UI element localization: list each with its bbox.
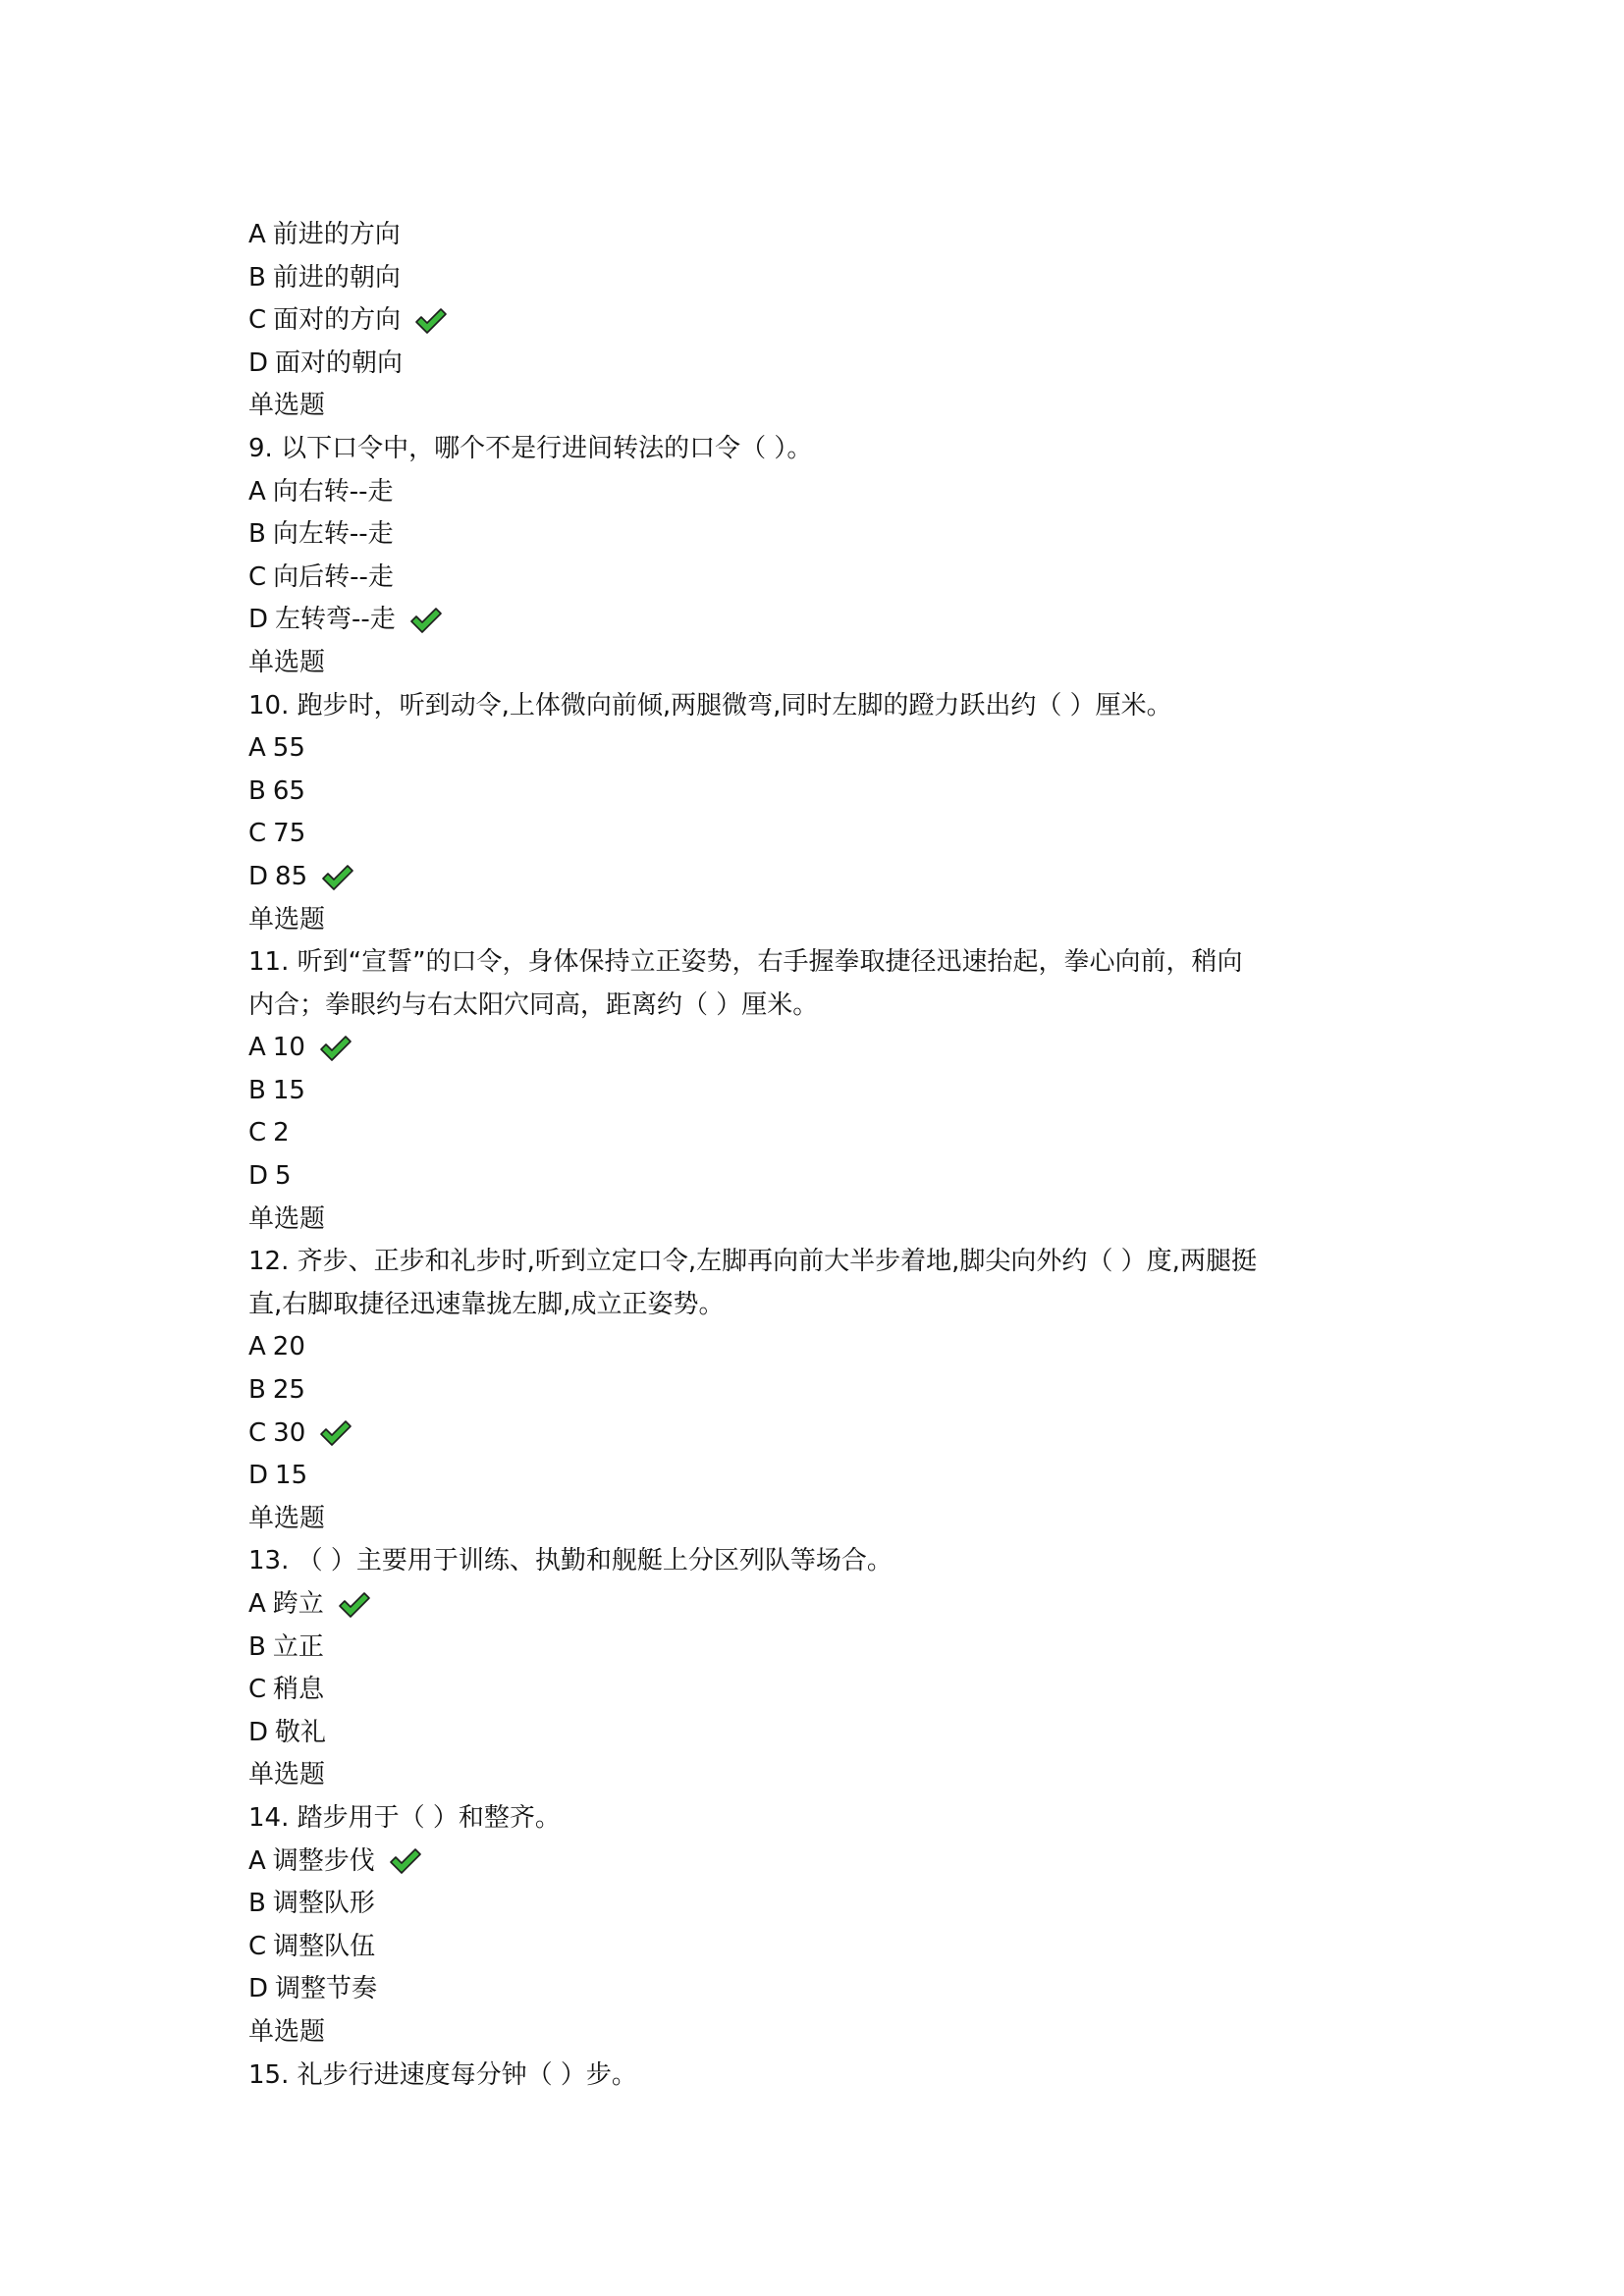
checkmark-icon <box>414 307 448 335</box>
q12-type-label: 单选题 <box>248 1203 326 1234</box>
q11-type-label: 单选题 <box>248 904 326 934</box>
q9-option-a: A 向右转--走 <box>248 476 394 507</box>
q10-option-c: C 75 <box>248 819 306 849</box>
q14-type-label: 单选题 <box>248 1760 326 1790</box>
q12-question-line-2: 直,右脚取捷径迅速靠拢左脚,成立正姿势。 <box>248 1289 725 1319</box>
q9-option-b: B 向左转--走 <box>248 519 394 550</box>
q10-option-d: D 85 <box>248 856 1397 899</box>
q11-question-line-2: 内合；拳眼约与右太阳穴同高，距离约（ ）厘米。 <box>248 989 819 1020</box>
q13-type-label: 单选题 <box>248 1503 326 1533</box>
q13-option-b: B 立正 <box>248 1631 324 1662</box>
document-page <box>248 214 1397 2097</box>
q13-option-c: C 稍息 <box>248 1675 325 1705</box>
q12-option-a: A 20 <box>248 1332 305 1362</box>
q8-option-c: C 面对的方向 <box>248 299 1397 343</box>
q13-option-a: A 跨立 <box>248 1583 1397 1627</box>
checkmark-icon <box>389 1847 422 1875</box>
q15-question: 15. 礼步行进速度每分钟（ ）步。 <box>248 2059 637 2090</box>
q13-question: 13. （ ）主要用于训练、执勤和舰艇上分区列队等场合。 <box>248 1546 893 1576</box>
q12-option-c: C 30 <box>248 1413 1397 1456</box>
q10-option-a: A 55 <box>248 733 305 764</box>
q11-option-a: A 10 <box>248 1027 1397 1070</box>
q14-option-b: B 调整队形 <box>248 1889 375 1919</box>
checkmark-icon <box>319 1419 352 1447</box>
q14-option-c: C 调整队伍 <box>248 1931 376 1961</box>
q12-question-line-1: 12. 齐步、正步和礼步时,听到立定口令,左脚再向前大半步着地,脚尖向外约（ ）度,两腿挺 <box>248 1247 1257 1277</box>
q14-option-d: D 调整节奏 <box>248 1974 378 2004</box>
q9-question: 9. 以下口令中，哪个不是行进间转法的口令（ ）。 <box>248 433 813 463</box>
q15-type-label: 单选题 <box>248 2016 326 2047</box>
q13-option-d: D 敬礼 <box>248 1717 327 1747</box>
q12-option-d: D 15 <box>248 1461 308 1491</box>
q14-option-a: A 调整步伐 <box>248 1841 1397 1884</box>
q14-question: 14. 踏步用于（ ）和整齐。 <box>248 1802 561 1833</box>
q9-option-d: D 左转弯--走 <box>248 599 1397 642</box>
checkmark-icon <box>319 1035 352 1062</box>
checkmark-icon <box>321 864 354 891</box>
q10-question: 10. 跑步时，听到动令,上体微向前倾,两腿微弯,同时左脚的蹬力跃出约（ ）厘米。 <box>248 690 1172 721</box>
q10-type-label: 单选题 <box>248 647 326 677</box>
q11-option-c: C 2 <box>248 1118 290 1148</box>
q11-option-d: D 5 <box>248 1161 292 1192</box>
q10-option-b: B 65 <box>248 775 305 806</box>
q8-option-b: B 前进的朝向 <box>248 262 401 293</box>
q9-type-label: 单选题 <box>248 391 326 421</box>
q9-option-c: C 向后转--走 <box>248 561 394 592</box>
q8-option-d: D 面对的朝向 <box>248 347 404 378</box>
q11-question-line-1: 11. 听到“宣誓”的口令，身体保持立正姿势，右手握拳取捷径迅速抬起，拳心向前，稍向 <box>248 947 1243 978</box>
q11-option-b: B 15 <box>248 1075 305 1105</box>
checkmark-icon <box>409 607 443 634</box>
q12-option-b: B 25 <box>248 1375 305 1406</box>
q8-option-a: A 前进的方向 <box>248 220 401 249</box>
checkmark-icon <box>338 1591 371 1619</box>
